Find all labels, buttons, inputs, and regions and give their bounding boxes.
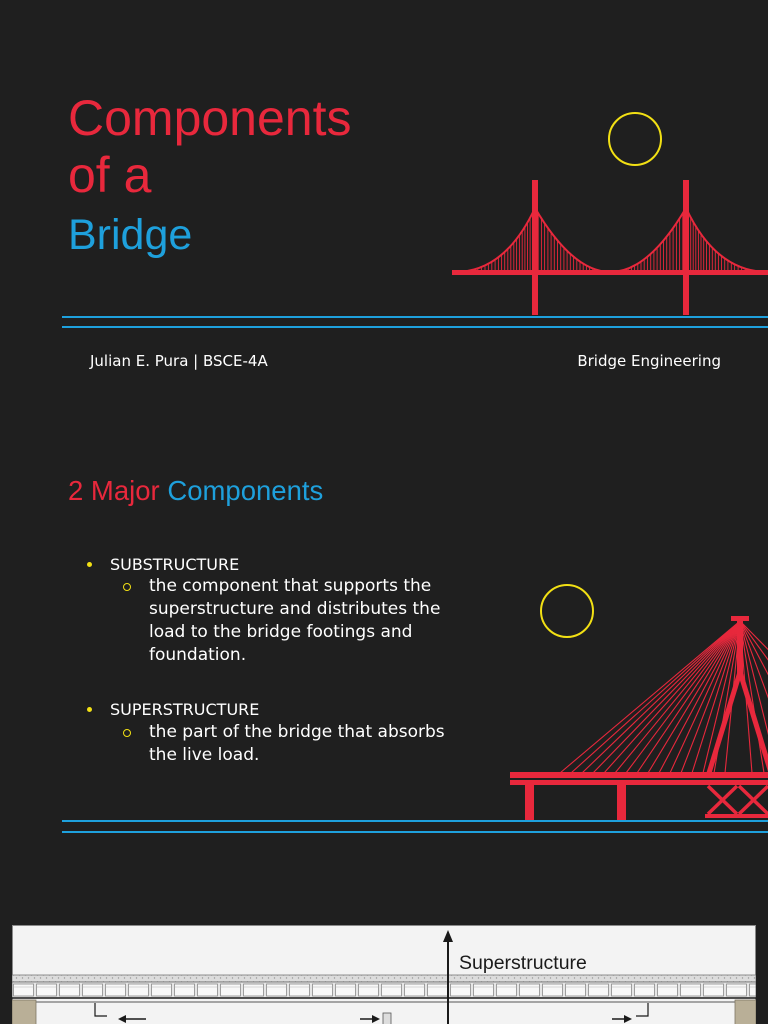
heading-prefix: 2 Major bbox=[68, 475, 160, 506]
bridge-deck-top bbox=[510, 772, 768, 778]
superstructure-diagram-label: Superstructure bbox=[459, 952, 587, 974]
stay-cable bbox=[648, 621, 740, 773]
bearing-block bbox=[383, 1013, 391, 1024]
title-line-bridge: Bridge bbox=[68, 211, 193, 259]
pylon-left-leg bbox=[709, 672, 740, 773]
stay-cable bbox=[560, 621, 740, 773]
substructure-label: SUBSTRUCTURE bbox=[110, 555, 240, 574]
bridge-section-diagram bbox=[12, 925, 756, 1024]
right-abutment bbox=[735, 1000, 756, 1024]
sun-icon bbox=[609, 113, 661, 165]
divider-line-bottom bbox=[62, 831, 768, 833]
stay-cables bbox=[560, 621, 768, 773]
superstructure-description: the part of the bridge that absorbs the live load. bbox=[149, 722, 445, 765]
author-name: Julian E. Pura | BSCE-4A bbox=[90, 352, 268, 370]
pier-middle bbox=[617, 785, 626, 820]
hollow-bullet-icon bbox=[123, 583, 131, 591]
left-tower bbox=[532, 180, 538, 315]
pylon-mast bbox=[737, 618, 743, 676]
deck-wearing-surface bbox=[12, 975, 756, 982]
under-deck-truss bbox=[705, 786, 768, 816]
left-abutment bbox=[12, 1000, 36, 1024]
stay-cable bbox=[604, 621, 740, 773]
stay-cable bbox=[637, 621, 740, 773]
substructure-description: the component that supports the superstructure and distributes the load to the bridge footings and foundation. bbox=[149, 576, 441, 665]
sun-icon bbox=[541, 585, 593, 637]
superstructure-label: SUPERSTRUCTURE bbox=[110, 700, 260, 719]
title-line-of-a: of a bbox=[68, 147, 152, 203]
hollow-bullet-icon bbox=[123, 729, 131, 737]
bridge-deck-bottom bbox=[510, 780, 768, 785]
right-tower bbox=[683, 180, 689, 315]
cable-stayed-bridge-illustration bbox=[500, 580, 768, 820]
course-name: Bridge Engineering bbox=[577, 352, 721, 370]
deck-slab bbox=[12, 982, 756, 998]
stay-cable bbox=[626, 621, 740, 773]
suspension-bridge-illustration bbox=[440, 100, 768, 325]
bullet-dot-icon bbox=[87, 562, 92, 567]
title-line-components: Components bbox=[68, 90, 352, 146]
bridge-deck bbox=[452, 270, 768, 275]
heading-suffix: Components bbox=[167, 475, 324, 506]
bullet-dot-icon bbox=[87, 707, 92, 712]
slide-heading bbox=[68, 475, 323, 507]
stay-cable bbox=[670, 621, 740, 773]
divider-line-top bbox=[62, 316, 768, 318]
divider-line-top bbox=[62, 820, 768, 822]
pier-left bbox=[525, 785, 534, 820]
divider-line-bottom bbox=[62, 326, 768, 328]
